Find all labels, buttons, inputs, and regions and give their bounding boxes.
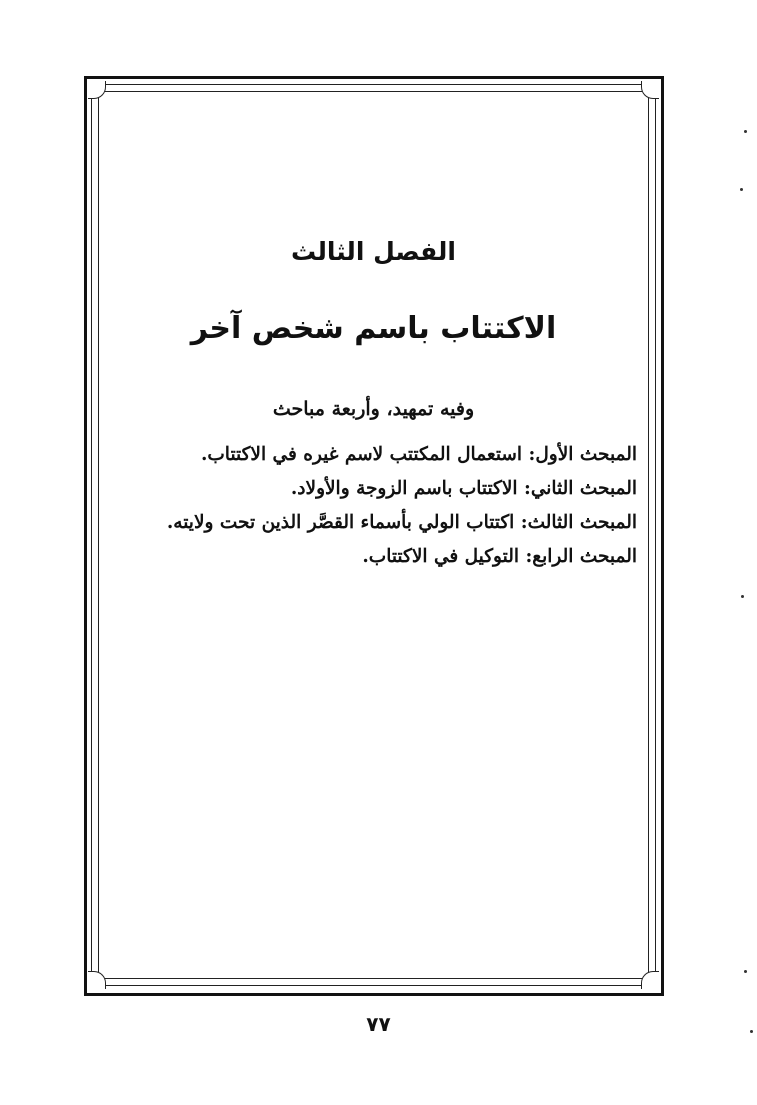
chapter-title: الاكتتاب باسم شخص آخر [190,311,557,346]
section-label: المبحث الرابع: [525,546,637,567]
section-text: اكتتاب الولي بأسماء القصَّر الذين تحت ولايته. [166,512,515,533]
section-text: استعمال المكتتب لاسم غيره في الاكتتاب. [200,444,523,465]
scan-speck [744,130,747,133]
page-number: ٧٧ [366,1012,391,1036]
scan-speck [741,595,744,598]
section-text: التوكيل في الاكتتاب. [362,546,519,567]
scan-speck [750,1030,753,1033]
sections-list [110,438,637,574]
section-item [110,540,637,574]
section-text: الاكتتاب باسم الزوجة والأولاد. [290,478,518,499]
chapter-label: الفصل الثالث [290,237,456,266]
section-label: المبحث الثاني: [524,478,637,499]
chapter-content [110,230,637,574]
section-item [110,438,637,472]
chapter-intro: وفيه تمهيد، وأربعة مباحث [272,398,475,420]
section-label: المبحث الأول: [528,444,637,465]
frame-corner-ornament [641,971,659,989]
scan-speck [740,188,743,191]
scan-speck [744,970,747,973]
section-label: المبحث الثالث: [520,512,637,533]
section-item [110,472,637,506]
section-item [110,506,637,540]
